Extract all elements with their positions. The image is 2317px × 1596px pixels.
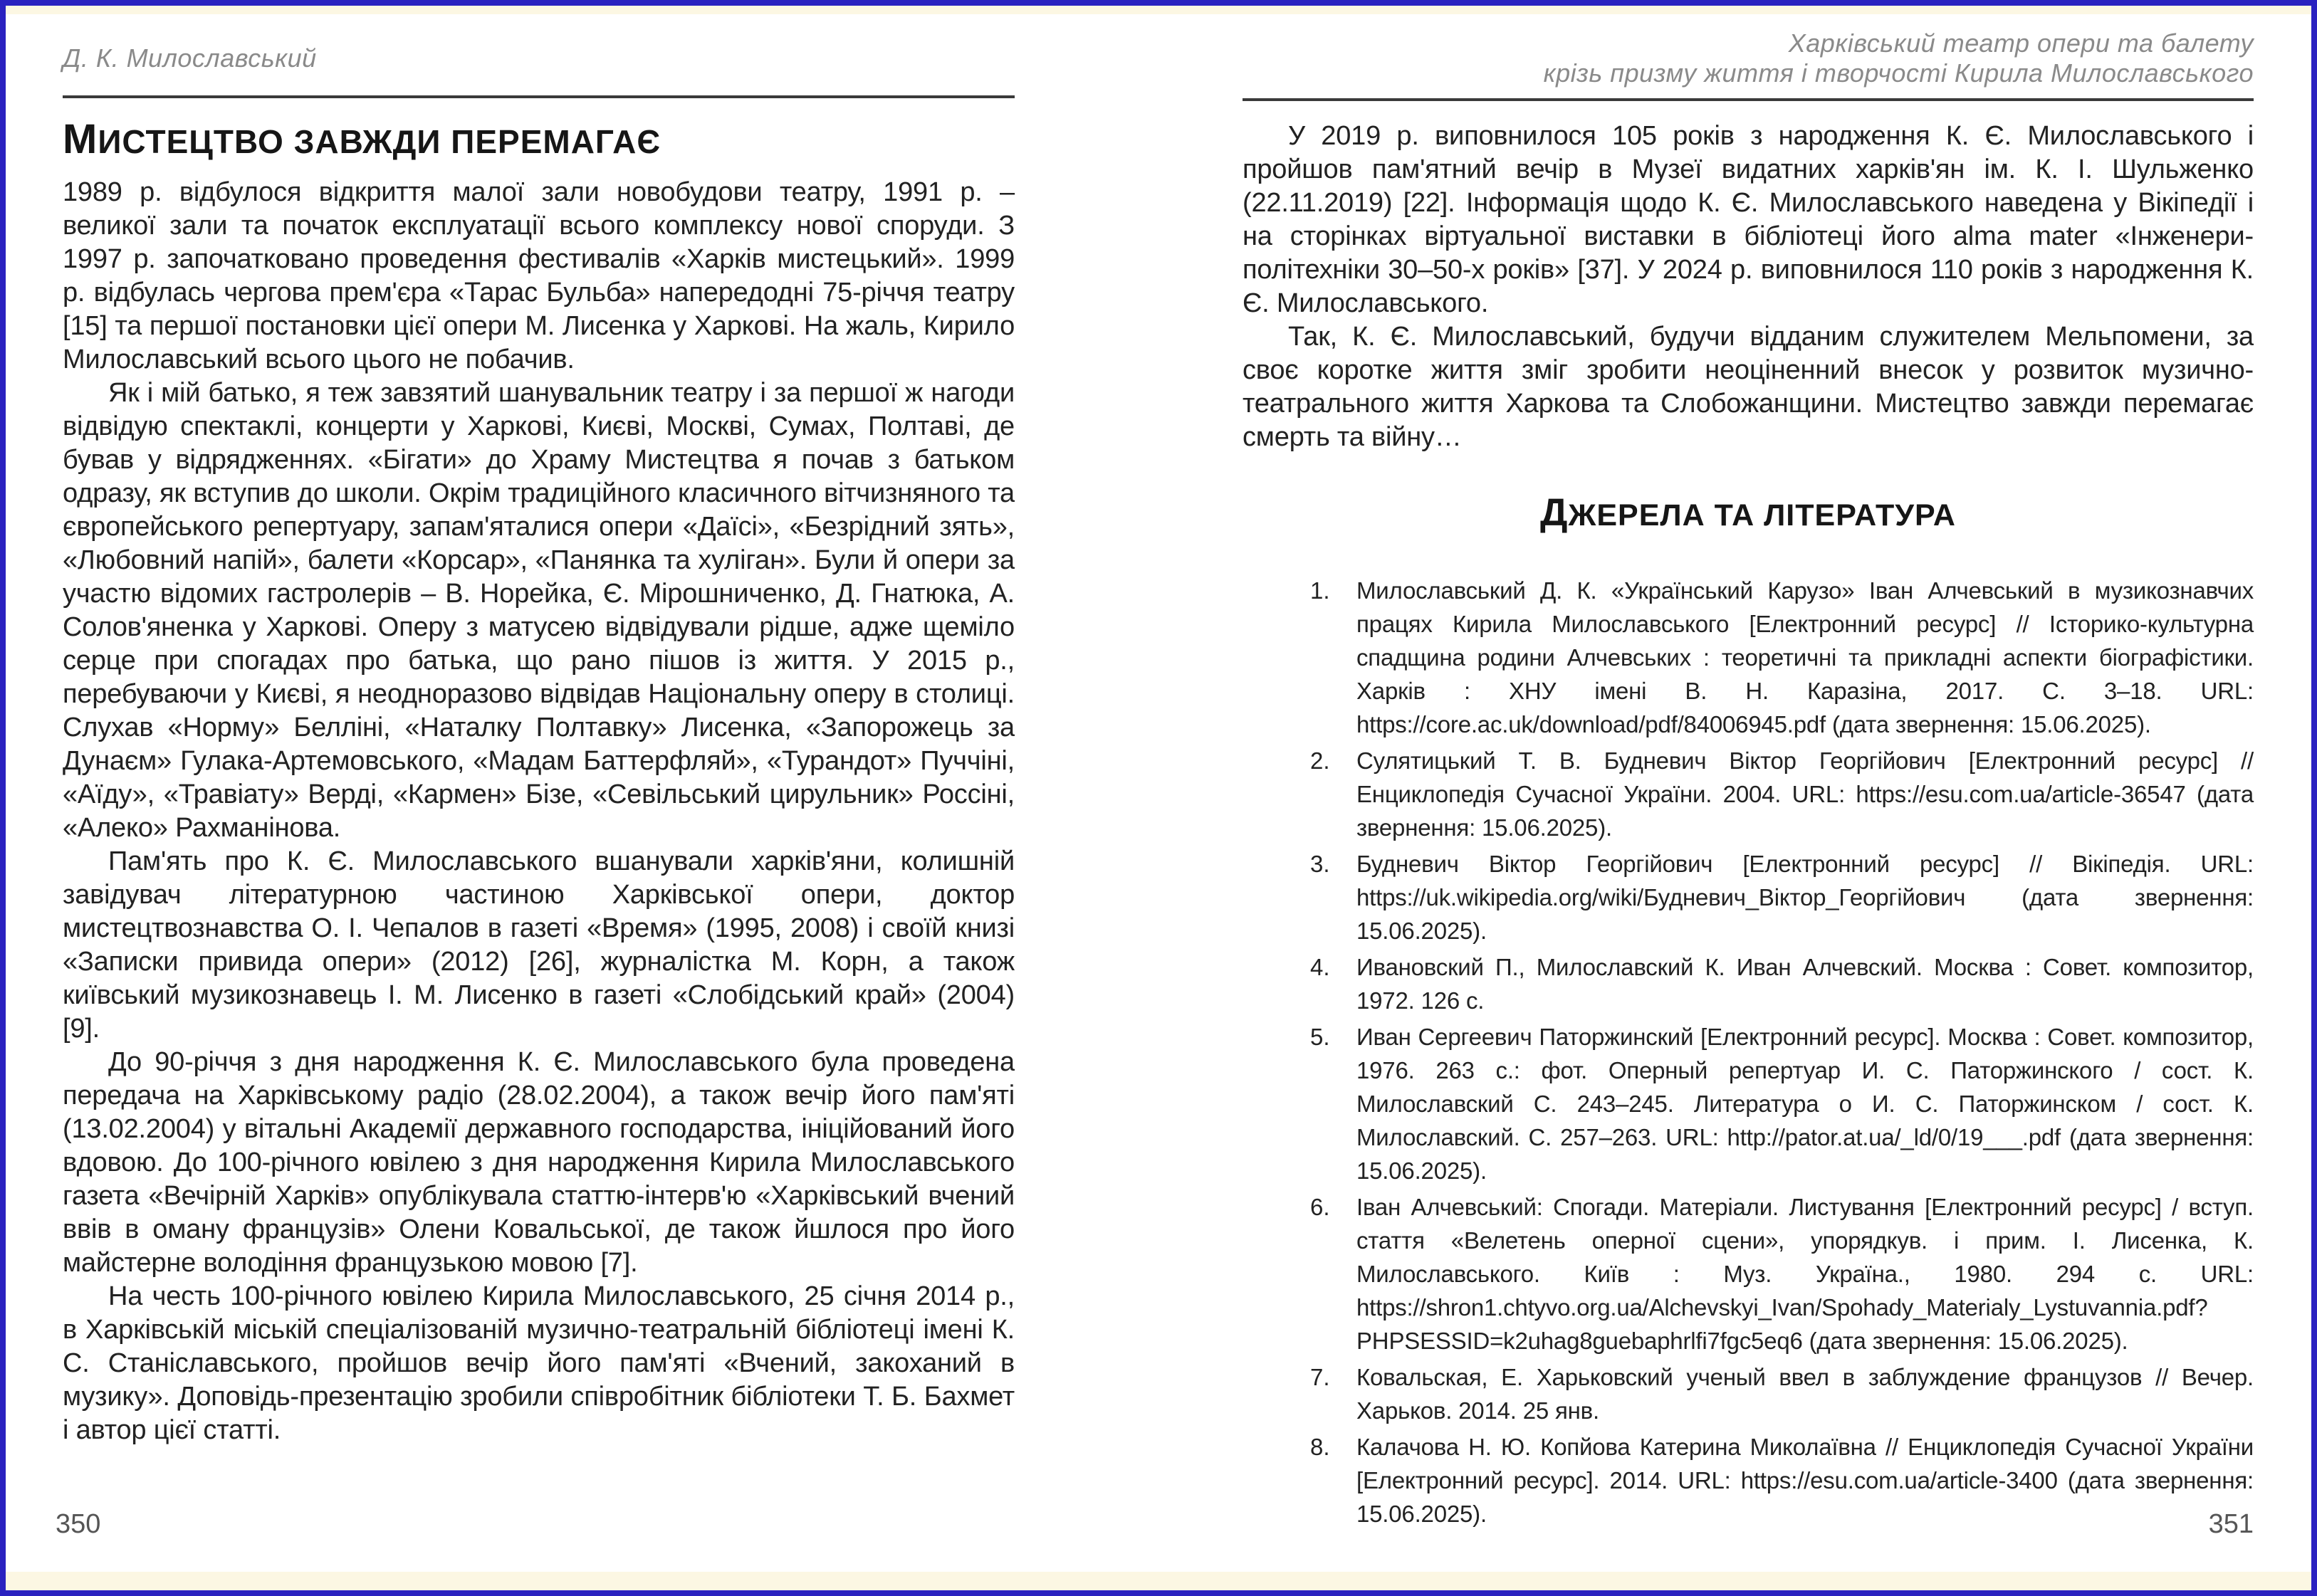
reference-item: [1243, 1360, 2254, 1427]
reference-text: Ивановский П., Милославский К. Иван Алчевский. Москва : Совет. композитор, 1972. 126 с.: [1356, 954, 2254, 1014]
reference-number: 3.: [1310, 851, 1330, 877]
header-rule-left: [63, 95, 1015, 98]
running-header-right: [1243, 28, 2254, 91]
right-page: [1243, 28, 2254, 1533]
body-paragraph: У 2019 р. виповнилося 105 років з народження К. Є. Милославського і пройшов пам'ятний вечір в Музеї видатних харків'ян ім. К. І. Шульженко (22.11.2019) [22]. Інформація щодо К. Є. Милославського наведена у Вікіпедії і на сторінках віртуальної виставки в бібліотеці його alma mater «Інженери-політехніки 30–50-х років» [37]. У 2024 р. виповнилося 110 років з народження К. Є. Милославського.: [1243, 121, 2254, 318]
header-rule-right: [1243, 98, 2254, 101]
body-paragraph: Як і мій батько, я теж завзятий шанувальник театру і за першої ж нагоди відвідую спектаклі, концерти у Харкові, Києві, Москві, Сумах, Полтаві, де бував у відрядженнях. «Бігати» до Храму Мистецтва я почав з батьком одразу, як вступив до школи. Окрім традиційного класичного вітчизняного та європейського репертуару, запам'яталися опери «Даїсі», «Безрідний зять», «Любовний напій», балети «Корсар», «Панянка та хуліган». Були й опери за участю відомих гастролерів – В. Норейка, Є. Мірошниченко, Д. Гнатюка, А. Солов'яненка у Харкові. Оперу з матусею відвідували рідше, адже щеміло серце при спогадах про батька, що рано пішов із життя. У 2015 р., перебуваючи у Києві, я неодноразово відвідав Національну оперу в столиці. Слухав «Норму» Белліні, «Наталку Полтавку» Лисенка, «Запорожець за Дунаєм» Гулака-Артемовського, «Мадам Баттерфляй», «Турандот» Пуччіні, «Аїду», «Травіату» Верді, «Кармен» Бізе, «Севільський цирульник» Россіні, «Алеко» Рахманінова.: [63, 378, 1015, 843]
running-header-right-line1: Харківський театр опери та балету: [1788, 28, 2254, 58]
reference-text: Будневич Віктор Георгійович [Електронний ресурс] // Вікіпедія. URL: https://uk.wikipedia.org/wiki/Будневич_Віктор_Георгійович (дата звернення: 15.06.2025).: [1356, 851, 2254, 944]
reference-number: 2.: [1310, 747, 1330, 774]
reference-number: 7.: [1310, 1364, 1330, 1390]
reference-text: Іван Алчевський: Спогади. Матеріали. Листування [Електронний ресурс] / вступ. стаття «Велетень оперної сцени», упорядкув. і прим. І. Лисенка, К. Милославського. Київ : Муз. Україна., 1980. 294 с. URL: https://shron1.chtyvo.org.ua/Alchevskyi_Ivan/Spohady_Materialy_Lystuvannia.pdf?PHPSESSID=k2uhag8guebaphrlfi7fgc5eq6 (дата звернення: 15.06.2025).: [1356, 1194, 2254, 1354]
reference-item: [1243, 950, 2254, 1017]
reference-text: Иван Сергеевич Паторжинский [Електронний ресурс]. Москва : Совет. композитор, 1976. 263 с.: фот. Оперный репертуар И. С. Паторжинского / сост. К. Милославский С. 243–245. Литература о И. С. Паторжинском / сост. К. Милославский. С. 257–263. URL: http://pator.at.ua/_ld/0/19___.pdf (дата звернення: 15.06.2025).: [1356, 1024, 2254, 1184]
reference-number: 8.: [1310, 1434, 1330, 1460]
reference-text: Ковальская, Е. Харьковский ученый ввел в заблуждение французов // Вечер. Харьков. 2014. 25 янв.: [1356, 1364, 2254, 1424]
reference-text: Сулятицький Т. В. Будневич Віктор Георгійович [Електронний ресурс] // Енциклопедія Сучасної України. 2004. URL: https://esu.com.ua/article-36547 (дата звернення: 15.06.2025).: [1356, 747, 2254, 841]
reference-text: Милославський Д. К. «Український Карузо» Іван Алчевський в музикознавчих працях Кирила Милославського [Електронний ресурс] // Історико-культурна спадщина родини Алчевських : теоретичні та прикладні аспекти біографістики. Харків : ХНУ імені В. Н. Каразіна, 2017. С. 3–18. URL: https://core.ac.uk/download/pdf/84006945.pdf (дата звернення: 15.06.2025).: [1356, 577, 2254, 737]
body-paragraph: До 90-річчя з дня народження К. Є. Милославського була проведена передача на Харківському радіо (28.02.2004), а також вечір його пам'яті (13.02.2004) у вітальні Академії державного господарства, ініційований його вдовою. До 100-річного ювілею з дня народження Кирила Милославського газета «Вечірній Харків» опублікувала статтю-інтерв'ю «Харківський вчений ввів в оману французів» Олени Ковальської, де також йшлося про його майстерне володіння французькою мовою [7].: [63, 1047, 1015, 1278]
running-header-right-line2: крізь призму життя і творчості Кирила Милославського: [1543, 58, 2254, 88]
body-paragraph: Так, К. Є. Милославський, будучи відданим служителем Мельпомени, за своє коротке життя зміг зробити неоціненний внесок у розвиток музично-театрального життя Харкова та Слобожанщини. Мистецтво завжди перемагає смерть та війну…: [1243, 322, 2254, 452]
references-list: [1243, 574, 2254, 1531]
page-number-left: 350: [56, 1509, 101, 1539]
reference-item: [1243, 744, 2254, 844]
right-page-body: [1243, 120, 2254, 454]
page-sheet: [6, 6, 2311, 1590]
reference-item: [1243, 847, 2254, 947]
reference-number: 1.: [1310, 577, 1330, 604]
references-heading: ДЖЕРЕЛА ТА ЛІТЕРАТУРА: [1540, 491, 1956, 534]
reference-number: 5.: [1310, 1024, 1330, 1050]
reference-item: [1243, 574, 2254, 741]
body-paragraph: Пам'ять про К. Є. Милославського вшанували харків'яни, колишній завідувач літературною частиною Харківської опери, доктор мистецтвознавства О. І. Чепалов в газеті «Время» (1995, 2008) і своїй книзі «Записки привида опери» (2012) [26], журналістка М. Корн, а також київський музикознавець І. М. Лисенко в газеті «Слобідський край» (2004) [9].: [63, 846, 1015, 1044]
reference-number: 6.: [1310, 1194, 1330, 1220]
running-header-left: Д. К. Милославський: [63, 43, 317, 73]
reference-item: [1243, 1190, 2254, 1358]
body-paragraph: 1989 р. відбулося відкриття малої зали новобудови театру, 1991 р. – великої зали та початок експлуатації всього комплексу нової споруди. З 1997 р. започатковано проведення фестивалів «Харків мистецький». 1999 р. відбулась чергова прем'єра «Тарас Бульба» напередодні 75-річчя театру [15] та першої постановки цієї опери М. Лисенка у Харкові. На жаль, Кирило Милославський всього цього не побачив.: [63, 177, 1015, 374]
left-page: [63, 43, 1015, 1447]
body-paragraph: На честь 100-річного ювілею Кирила Милославського, 25 січня 2014 р., в Харківській міській спеціалізованій музично-театральній бібліотеці імені К. С. Станіславського, пройшов вечір його пам'яті «Вчений, закоханий в музику». Доповідь-презентацію зробили співробітник бібліотеки Т. Б. Бахмет і автор цієї статті.: [63, 1281, 1015, 1445]
reference-number: 4.: [1310, 954, 1330, 980]
left-page-body: [63, 176, 1015, 1447]
reference-item: [1243, 1020, 2254, 1187]
page-number-right: 351: [2208, 1509, 2254, 1539]
article-title: МИСТЕЦТВО ЗАВЖДИ ПЕРЕМАГАЄ: [63, 116, 661, 162]
reference-text: Калачова Н. Ю. Копйова Катерина Миколаївна // Енциклопедія Сучасної України [Електронний ресурс]. 2014. URL: https://esu.com.ua/article-3400 (дата звернення: 15.06.2025).: [1356, 1434, 2254, 1527]
